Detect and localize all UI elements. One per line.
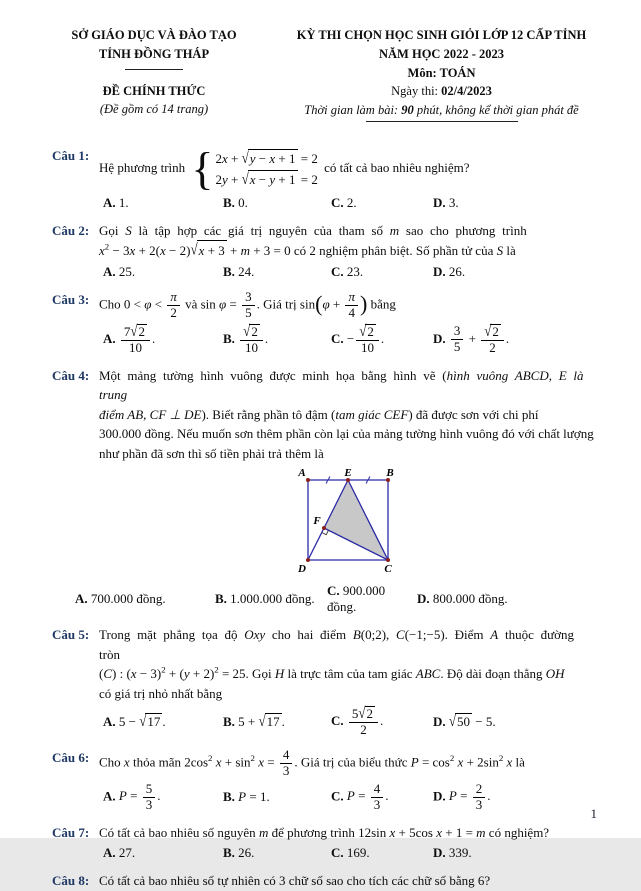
option-value: 23. [346, 263, 364, 279]
question-line: như phần đã sơn thì số tiền phải trả thêm là [99, 445, 324, 461]
option-value: − $\frac{√2}{10}$ . [346, 321, 385, 355]
option-letter: D. [433, 845, 446, 861]
question-line: điểm AB, CF ⊥ DE). Biết rằng phần tô đậm (tam giác CEF) đã được sơn với chi phí [99, 406, 539, 422]
radical: √y − x + 1 [241, 148, 296, 167]
radical: √2 [484, 321, 499, 340]
question-content [75, 366, 601, 616]
question-line: Một mảng tường hình vuông được minh họa bằng hình vẽ (hình vuông ABCD, E là trung [99, 367, 584, 402]
option-letter: D. [433, 788, 446, 804]
option-letter: D. [433, 263, 446, 279]
fraction: $\frac{5√2}{2}$ [349, 706, 378, 738]
question [52, 142, 601, 211]
answer-option [433, 713, 601, 730]
question-number: Câu 7: [52, 824, 90, 840]
question-number: Câu 6: [52, 749, 90, 765]
vertex-dot [386, 558, 390, 562]
option-value: 25. [118, 263, 136, 279]
fraction: $\frac{7√2}{10}$ [121, 324, 150, 356]
answer-option [223, 713, 331, 730]
exam-date-line: Ngày thi: 02/4/2023 [391, 84, 492, 99]
radical: √17 [258, 711, 280, 730]
option-letter: C. [331, 263, 344, 279]
fraction: $\frac{4}{3}$ [280, 748, 293, 779]
province-name: TỈNH ĐỒNG THÁP [98, 46, 210, 61]
answer-option [103, 845, 223, 861]
option-letter: D. [417, 591, 430, 606]
exam-header [0, 0, 641, 122]
question [52, 823, 601, 862]
answer-option [331, 264, 433, 280]
option-letter: B. [223, 789, 235, 805]
answer-options-row [99, 195, 601, 211]
option-value: P = $\frac{4}{3}$ . [346, 780, 389, 812]
figure-label: F [313, 515, 321, 527]
fraction: $\frac{4}{3}$ [371, 782, 384, 813]
question-content [99, 823, 601, 862]
exam-type-label: ĐỀ CHÍNH THỨC [102, 83, 206, 98]
answer-option [433, 264, 601, 280]
question [52, 366, 601, 616]
page-count-note: (Đề gồm có 14 trang) [99, 102, 209, 117]
question [52, 290, 601, 356]
option-letter: A. [103, 330, 116, 346]
fraction: $\frac{√2}{2}$ [481, 324, 504, 356]
option-value: $\frac{3}{5}$ + $\frac{√2}{2}$ . [449, 331, 509, 346]
option-value: 1.000.000 đồng. [230, 591, 315, 606]
answer-option [103, 713, 223, 730]
option-value: 339. [448, 845, 472, 861]
shaded-triangle-cef [324, 480, 388, 560]
square-figure [99, 466, 601, 578]
question [52, 748, 601, 813]
option-value: P = 1. [238, 789, 270, 805]
option-value: √50 − 5. [448, 711, 496, 730]
question [52, 871, 601, 891]
answer-option [331, 703, 433, 738]
fraction: $\frac{\pi}{2}$ [167, 290, 180, 321]
question-line: $x^2 - 3x + 2(x - 2)√x + 3 + m + 3 = 0$ có 2 nghiệm phân biệt. Số phần tử của S là [99, 240, 601, 261]
question-content [99, 625, 601, 738]
radical: √2 [359, 321, 374, 340]
option-letter: B. [223, 845, 235, 861]
question [52, 221, 601, 280]
question-line: Có tất cả bao nhiêu số nguyên m để phương trình 12sin x + 5cos x + 1 = m có nghiệm? [99, 824, 550, 840]
question-line: Gọi S là tập hợp các giá trị nguyên của tham số m sao cho phương trình [99, 222, 527, 238]
figure-label: B [386, 467, 394, 479]
question-line: (C) : $(x - 3)^2 + (y + 2)^2 = 25$. Gọi H là trực tâm của tam giác ABC. Độ dài đoạn thẳng OH [99, 664, 565, 681]
answer-option [75, 591, 215, 607]
question-list [0, 122, 641, 891]
figure-label: D [298, 563, 306, 575]
answer-option [223, 845, 331, 861]
option-value: P = $\frac{2}{3}$ . [448, 780, 491, 812]
answer-options-row [99, 321, 601, 356]
department-name: SỞ GIÁO DỤC VÀ ĐÀO TẠO [71, 28, 237, 42]
vertex-dot [306, 558, 310, 562]
question-content [99, 871, 601, 891]
question-line: có giá trị nhỏ nhất bằng [99, 685, 223, 701]
option-letter: A. [103, 263, 116, 279]
option-letter: C. [331, 194, 344, 210]
exam-title: KỲ THI CHỌN HỌC SINH GIỎI LỚP 12 CẤP TỈNH [296, 28, 587, 42]
option-value: 169. [346, 845, 370, 861]
radical: √2 [243, 321, 258, 340]
option-value: 3. [448, 194, 459, 210]
option-value: 26. [448, 263, 466, 279]
answer-options-row [71, 583, 601, 615]
subject-line: Môn: TOÁN [407, 65, 476, 80]
question-content [99, 748, 601, 813]
header-left-divider [125, 69, 183, 70]
header-right-divider [366, 121, 518, 122]
fraction: $\frac{5}{3}$ [143, 782, 156, 813]
fraction: $\frac{3}{5}$ [451, 324, 464, 355]
question-line: Cho 0 < φ < $\frac{\pi}{2}$ và sin φ = $\frac{3}{5}$ . Giá trị sin(φ + $\frac{\pi}{4}$ ) bằng [99, 288, 396, 320]
answer-option [223, 264, 331, 280]
option-letter: A. [75, 591, 88, 606]
option-value: 1. [118, 194, 129, 210]
question-content [99, 290, 601, 356]
option-letter: B. [223, 263, 235, 279]
header-right [270, 26, 613, 122]
school-year: NĂM HỌC 2022 - 2023 [379, 46, 504, 61]
question-line: 300.000 đồng. Nếu muốn sơn thêm phần còn lại của mảng tường hình vuông đó với chất lượng [99, 426, 594, 441]
option-value: P = $\frac{5}{3}$ . [118, 780, 161, 812]
option-letter: C. [327, 583, 340, 598]
option-value: 800.000 đồng. [432, 591, 508, 606]
answer-option [331, 321, 433, 356]
option-value: $\frac{5√2}{2}$ . [347, 713, 383, 728]
radical: √17 [139, 711, 161, 730]
answer-option [223, 321, 331, 356]
question-number: Câu 3: [52, 291, 90, 307]
option-value: $\frac{7√2}{10}$ . [119, 331, 155, 346]
equation-system: { 2x + √y − x + 1 = 2 2y + √x − y + 1 = 2 [191, 142, 318, 194]
answer-option [331, 845, 433, 861]
option-value: 900.000 đồng. [327, 583, 386, 614]
answer-option [433, 845, 601, 861]
time-limit-line: Thời gian làm bài: 90 phút, không kể thời gian phát đề [304, 103, 579, 117]
option-letter: B. [223, 330, 235, 346]
answer-option [433, 195, 601, 211]
answer-options-row [99, 264, 601, 280]
question-number: Câu 4: [52, 367, 90, 383]
figure-label: E [344, 467, 352, 479]
option-value: $\frac{√2}{10}$ . [238, 331, 268, 346]
option-letter: C. [331, 788, 344, 804]
question-number: Câu 2: [52, 222, 90, 238]
radical: √2 [130, 321, 146, 340]
answer-option [103, 264, 223, 280]
answer-options-row [99, 703, 601, 738]
geometry-figure [274, 466, 426, 578]
option-letter: A. [103, 714, 116, 730]
vertex-dot [306, 478, 310, 482]
option-value: 2. [346, 194, 357, 210]
question-line: Cho x thỏa mãn $2\cos^2$ $x + \sin^2 x$ = $\frac{4}{3}$ . Giá trị của biểu thức $P = \cos^2 x + 2\sin^2$ x là [99, 746, 525, 778]
answer-option [433, 321, 601, 356]
option-letter: A. [103, 194, 116, 210]
option-letter: A. [103, 788, 116, 804]
question [52, 625, 601, 738]
answer-option [223, 195, 331, 211]
answer-option [331, 195, 433, 211]
option-value: 700.000 đồng. [90, 591, 166, 606]
option-value: 5 − √17 . [118, 711, 166, 730]
radical: √2 [358, 703, 374, 722]
page-number: 1 [590, 806, 597, 821]
option-letter: B. [215, 591, 227, 606]
option-value: 26. [238, 845, 255, 861]
question-content [99, 221, 601, 280]
answer-option [331, 782, 433, 813]
option-letter: B. [223, 714, 235, 730]
radical: √x − y + 1 [241, 169, 296, 188]
option-value: 27. [118, 845, 136, 861]
answer-option [215, 591, 327, 607]
answer-option [417, 591, 601, 607]
question-number: Câu 8: [52, 873, 90, 889]
fraction: $\frac{\pi}{4}$ [345, 290, 358, 321]
figure-label: C [384, 563, 392, 575]
option-letter: A. [103, 845, 116, 861]
option-value: 0. [238, 194, 248, 210]
figure-label: A [298, 467, 306, 479]
fraction: $\frac{2}{3}$ [473, 782, 486, 813]
option-letter: B. [223, 194, 235, 210]
answer-option [103, 321, 223, 356]
option-value: 24. [238, 263, 255, 279]
vertex-dot [322, 526, 326, 530]
radical: √50 [448, 711, 471, 730]
header-left [38, 26, 270, 122]
question-number: Câu 1: [52, 147, 90, 163]
answer-option [223, 789, 331, 805]
fraction: $\frac{3}{5}$ [242, 290, 255, 321]
question-content [99, 142, 601, 211]
option-letter: D. [433, 714, 446, 730]
system-brace: { [191, 142, 214, 194]
option-letter: D. [433, 330, 446, 346]
question-line: Có tất cả bao nhiêu số tự nhiên có 3 chữ số sao cho tích các chữ số bằng 6? [99, 873, 491, 889]
option-letter: C. [331, 845, 344, 861]
answer-options-row [99, 782, 601, 813]
option-value: 5 + √17 . [238, 711, 285, 730]
answer-option [103, 782, 223, 813]
fraction: $\frac{√2}{10}$ [356, 324, 379, 356]
question-line: Trong mặt phẳng tọa độ Oxy cho hai điểm B(0;2), C(−1;−5). Điểm A thuộc đường tròn [99, 627, 575, 662]
fraction: $\frac{√2}{10}$ [240, 324, 263, 356]
option-letter: D. [433, 194, 446, 210]
question-number: Câu 5: [52, 627, 90, 642]
option-letter: C. [331, 330, 344, 346]
answer-option [103, 195, 223, 211]
answer-options-row [99, 845, 601, 861]
question-line: Hệ phương trình { 2x + √y − x + 1 = 2 2y + √x − y + 1 = 2 có tất cả bao nhiêu nghiệm? [99, 142, 470, 194]
option-letter: C. [331, 712, 344, 728]
answer-option [433, 782, 601, 813]
answer-option [327, 583, 417, 615]
radical: √x + 3 [190, 240, 226, 261]
